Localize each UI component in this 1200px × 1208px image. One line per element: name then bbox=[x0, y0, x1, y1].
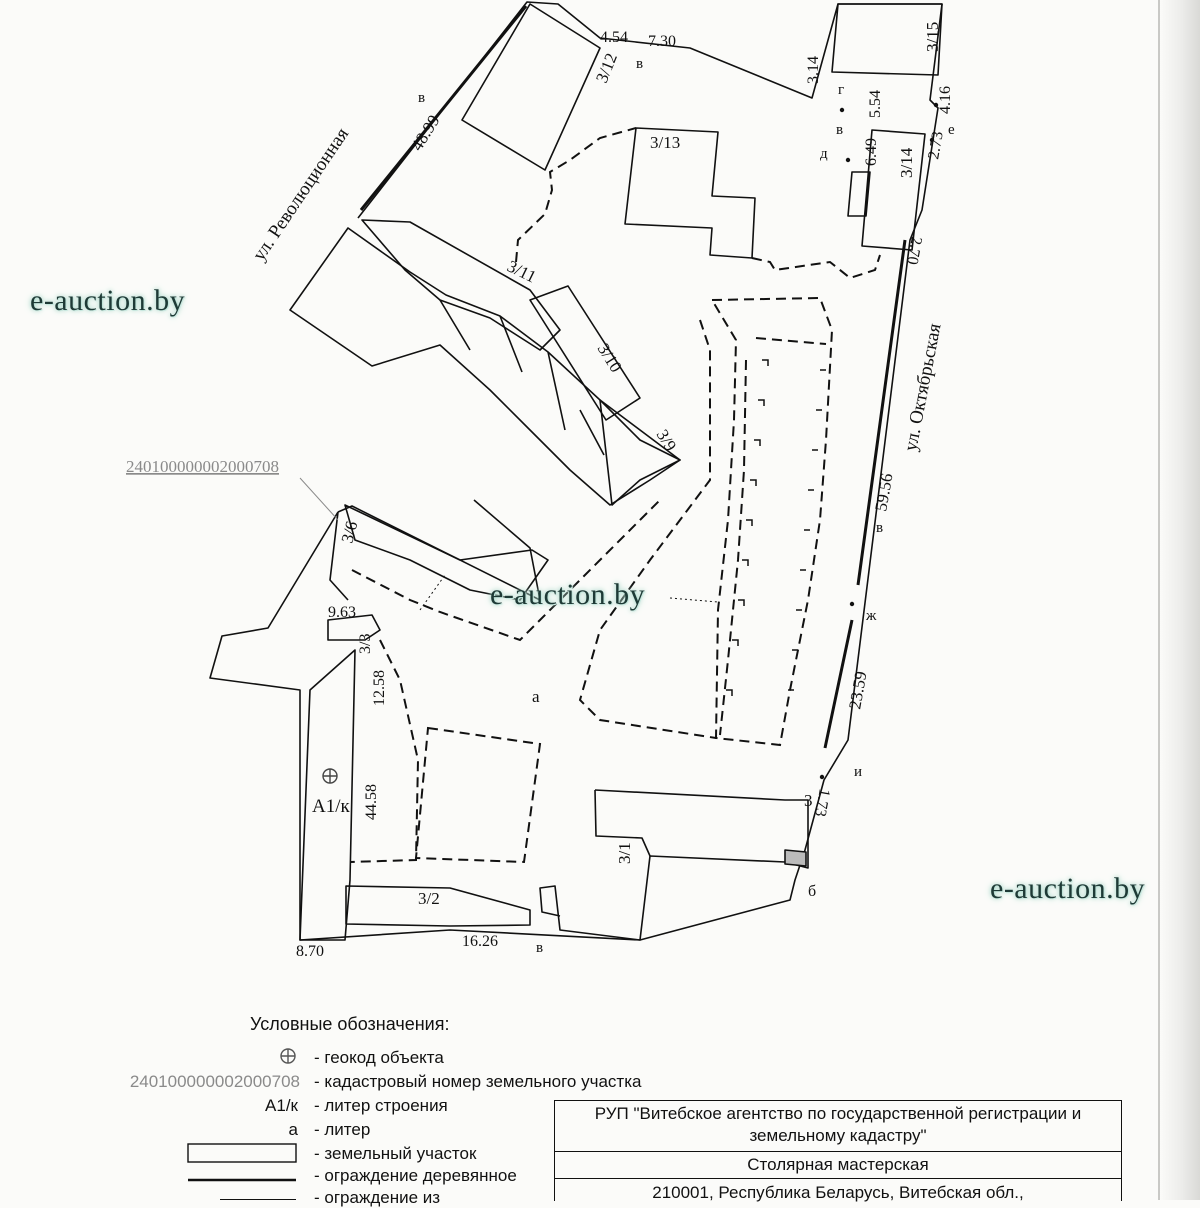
building-block-3-10b bbox=[530, 286, 640, 420]
letter-b: б bbox=[808, 883, 817, 900]
letter-v-1: в bbox=[418, 90, 426, 106]
dim-5-54: 5.54 bbox=[867, 90, 884, 118]
letter-e: е bbox=[948, 122, 955, 138]
dashed-garages-east bbox=[712, 298, 832, 745]
letter-v-3: в bbox=[836, 122, 844, 138]
letter-v-4: в bbox=[876, 520, 884, 536]
legend-geocode-icon bbox=[281, 1049, 295, 1063]
dim-9-63: 9.63 bbox=[328, 604, 356, 621]
letter-a: а bbox=[532, 687, 540, 706]
building-label-3: 3 bbox=[804, 791, 813, 810]
scan-edge-shade bbox=[1160, 0, 1200, 1200]
building-3-13 bbox=[625, 128, 755, 258]
dim-48-99: 48.99 bbox=[407, 111, 444, 155]
title-block bbox=[554, 1100, 1122, 1201]
building-label-3-12: 3/12 bbox=[592, 50, 622, 86]
dim-7-30: 7.30 bbox=[648, 33, 676, 50]
dim-2-73: 2.73 bbox=[925, 130, 947, 161]
building-label-3-13: 3/13 bbox=[650, 133, 681, 152]
dim-23-59: 23.59 bbox=[845, 669, 871, 711]
letter-d: д bbox=[820, 146, 828, 162]
dashed-square bbox=[416, 728, 540, 862]
building-label-a1k: А1/к bbox=[312, 796, 350, 817]
legend-parcel-symbol bbox=[188, 1144, 296, 1162]
watermark-1: e-auction.by bbox=[30, 284, 186, 317]
legend-item-litera-building: - литер строения bbox=[314, 1096, 448, 1115]
dim-4-54: 4.54 bbox=[600, 29, 628, 46]
building-3-1 bbox=[540, 790, 808, 940]
fence-revolyutsionnaya bbox=[361, 6, 526, 210]
legend-item-litera: - литер bbox=[314, 1120, 371, 1139]
dim-4-16: 4.16 bbox=[937, 86, 954, 114]
building-label-3-6: 3/6 bbox=[337, 519, 362, 546]
legend-sym-litera-building: А1/к bbox=[265, 1096, 298, 1115]
building-label-3-1: 3/1 bbox=[615, 842, 634, 864]
building-label-3-10: 3/10 bbox=[593, 340, 626, 376]
dashed-west-area bbox=[352, 500, 660, 640]
building-label-3-9: 3/9 bbox=[652, 426, 681, 455]
watermark-2: e-auction.by bbox=[490, 578, 646, 611]
geocode-icon bbox=[323, 769, 337, 783]
dim-16-26: 16.26 bbox=[462, 933, 498, 950]
building-3-12 bbox=[462, 4, 600, 170]
dim-6-49: 6.49 bbox=[863, 138, 880, 166]
letter-v-2: в bbox=[636, 56, 644, 72]
dim-8-70: 8.70 bbox=[296, 943, 324, 960]
title-block-object: Столярная мастерская bbox=[555, 1152, 1121, 1179]
title-block-address: 210001, Республика Беларусь, Витебская обл., bbox=[652, 1183, 1024, 1202]
dim-2-70: 2.70 bbox=[903, 235, 925, 266]
letter-i: и bbox=[854, 764, 863, 780]
dashed-central-drive bbox=[580, 320, 716, 738]
building-label-3-11: 3/11 bbox=[504, 256, 540, 287]
building-label-3-2: 3/2 bbox=[418, 889, 440, 908]
letter-v-5: в bbox=[536, 940, 544, 956]
street-oktyabrskaya: ул. Октябрьская bbox=[900, 321, 946, 453]
watermark-3: e-auction.by bbox=[990, 872, 1146, 905]
letter-zh: ж bbox=[866, 608, 877, 624]
dashed-inner-row bbox=[720, 338, 826, 735]
legend-item-fence: - ограждение из bbox=[314, 1188, 441, 1207]
legend-title: Условные обозначения: bbox=[250, 1014, 450, 1034]
title-block-org: РУП "Витебское агентство по государственной регистрации и земельному кадастру" bbox=[555, 1101, 1121, 1152]
dim-59-56: 59.56 bbox=[871, 471, 897, 513]
building-label-3-14: 3/14 bbox=[897, 147, 916, 178]
legend-sym-cadastral: 240100000002000708 bbox=[129, 1072, 300, 1091]
legend-item-parcel: - земельный участок bbox=[314, 1144, 477, 1163]
legend-item-wood-fence: - ограждение деревянное bbox=[314, 1166, 517, 1185]
legend-item-cadastral: - кадастровый номер земельного участка bbox=[314, 1072, 642, 1091]
dim-1-73: 1.73 bbox=[811, 787, 833, 818]
building-label-3-15: 3/15 bbox=[923, 21, 942, 52]
cadastral-number-label: 240100000002000708 bbox=[126, 457, 279, 476]
building-label-3-3: 3/3 bbox=[357, 633, 374, 654]
legend-sym-litera: а bbox=[288, 1120, 298, 1139]
dim-44-58: 44.58 bbox=[363, 784, 380, 820]
cadastral-leader bbox=[300, 478, 338, 520]
legend-item-geocode: - геокод объекта bbox=[314, 1048, 444, 1067]
building-b bbox=[785, 850, 806, 866]
dim-3-14: 3.14 bbox=[805, 56, 822, 84]
letter-g: г bbox=[838, 82, 845, 98]
street-revolyutsionnaya: ул. Революционная bbox=[248, 124, 354, 265]
dim-12-58: 12.58 bbox=[371, 670, 388, 706]
